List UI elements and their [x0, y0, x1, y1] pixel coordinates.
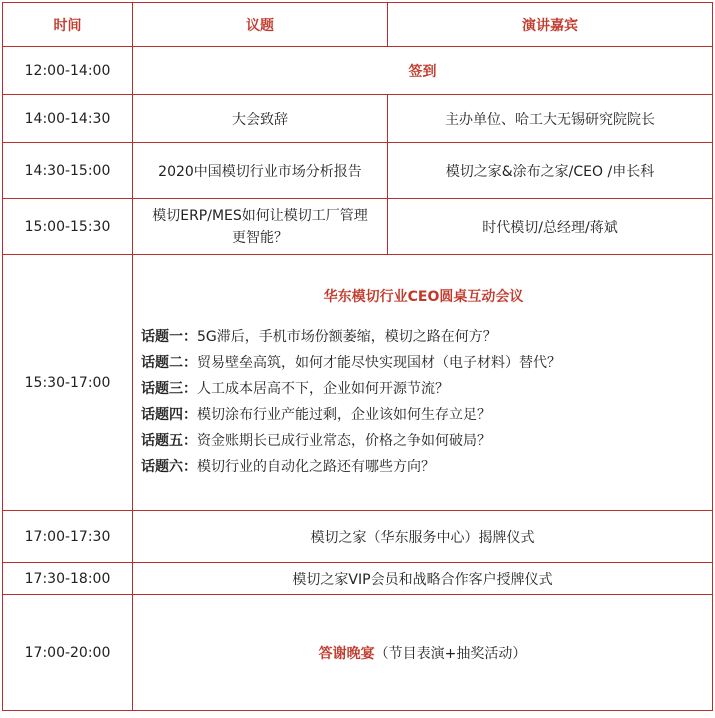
table-row	[3, 143, 713, 199]
speaker-cell: 主办单位、哈工大无锡研究院院长	[388, 95, 713, 143]
table-row	[3, 95, 713, 143]
topic-cell: 2020中国模切行业市场分析报告	[133, 143, 388, 199]
time-cell: 17:00-17:30	[3, 511, 133, 563]
topic-text: 模切行业的自动化之路还有哪些方向？	[197, 458, 435, 475]
topic-text: 5G滞后，手机市场份额萎缩，模切之路在何方？	[197, 328, 497, 345]
topic-label: 话题二：	[141, 354, 197, 371]
time-cell: 15:30-17:00	[3, 255, 133, 511]
speaker-cell: 模切之家&涂布之家/CEO /申长科	[388, 143, 713, 199]
topic-text: 人工成本居高不下，企业如何开源节流？	[197, 380, 449, 397]
time-cell: 14:00-14:30	[3, 95, 133, 143]
header-topic: 议题	[133, 3, 388, 47]
table-row	[3, 595, 713, 711]
award-cell: 模切之家VIP会员和战略合作客户授牌仪式	[133, 563, 713, 595]
time-cell: 12:00-14:00	[3, 47, 133, 95]
header-row	[3, 3, 713, 47]
roundtable-cell	[133, 255, 713, 511]
topic-item	[141, 350, 706, 376]
topic-item	[141, 428, 706, 454]
time-cell: 17:30-18:00	[3, 563, 133, 595]
roundtable-title: 华东模切行业CEO圆桌互动会议	[323, 288, 524, 305]
ceremony-cell: 模切之家（华东服务中心）揭牌仪式	[133, 511, 713, 563]
time-cell: 14:30-15:00	[3, 143, 133, 199]
topic-text: 资金账期长已成行业常态，价格之争如何破局？	[197, 432, 491, 449]
topic-label: 话题四：	[141, 406, 197, 423]
table-row	[3, 199, 713, 255]
topic-label: 话题三：	[141, 380, 197, 397]
topic-text: 贸易壁垒高筑，如何才能尽快实现国材（电子材料）替代？	[197, 354, 561, 371]
checkin-cell: 签到	[133, 47, 713, 95]
table-row	[3, 563, 713, 595]
topic-label: 话题一：	[141, 328, 197, 345]
table-row	[3, 47, 713, 95]
topic-cell: 大会致辞	[133, 95, 388, 143]
dinner-cell	[133, 595, 713, 711]
topic-cell	[133, 199, 388, 255]
dinner-title: 答谢晚宴	[318, 645, 375, 662]
time-cell: 15:00-15:30	[3, 199, 133, 255]
topic-item	[141, 324, 706, 350]
topic-label: 话题六：	[141, 458, 197, 475]
topic-label: 话题五：	[141, 432, 197, 449]
topic-line: 更智能？	[232, 229, 288, 246]
topic-item	[141, 454, 706, 480]
time-cell: 17:00-20:00	[3, 595, 133, 711]
topic-line: 模切ERP/MES如何让模切工厂管理	[152, 207, 368, 224]
speaker-cell: 时代模切/总经理/蒋斌	[388, 199, 713, 255]
dinner-note: （节目表演+抽奖活动）	[374, 645, 527, 662]
header-time: 时间	[3, 3, 133, 47]
topic-item	[141, 402, 706, 428]
table-row	[3, 255, 713, 511]
agenda-table	[2, 2, 713, 711]
topic-text: 模切涂布行业产能过剩，企业该如何生存立足？	[197, 406, 491, 423]
header-speaker: 演讲嘉宾	[388, 3, 713, 47]
table-row	[3, 511, 713, 563]
topic-item	[141, 376, 706, 402]
